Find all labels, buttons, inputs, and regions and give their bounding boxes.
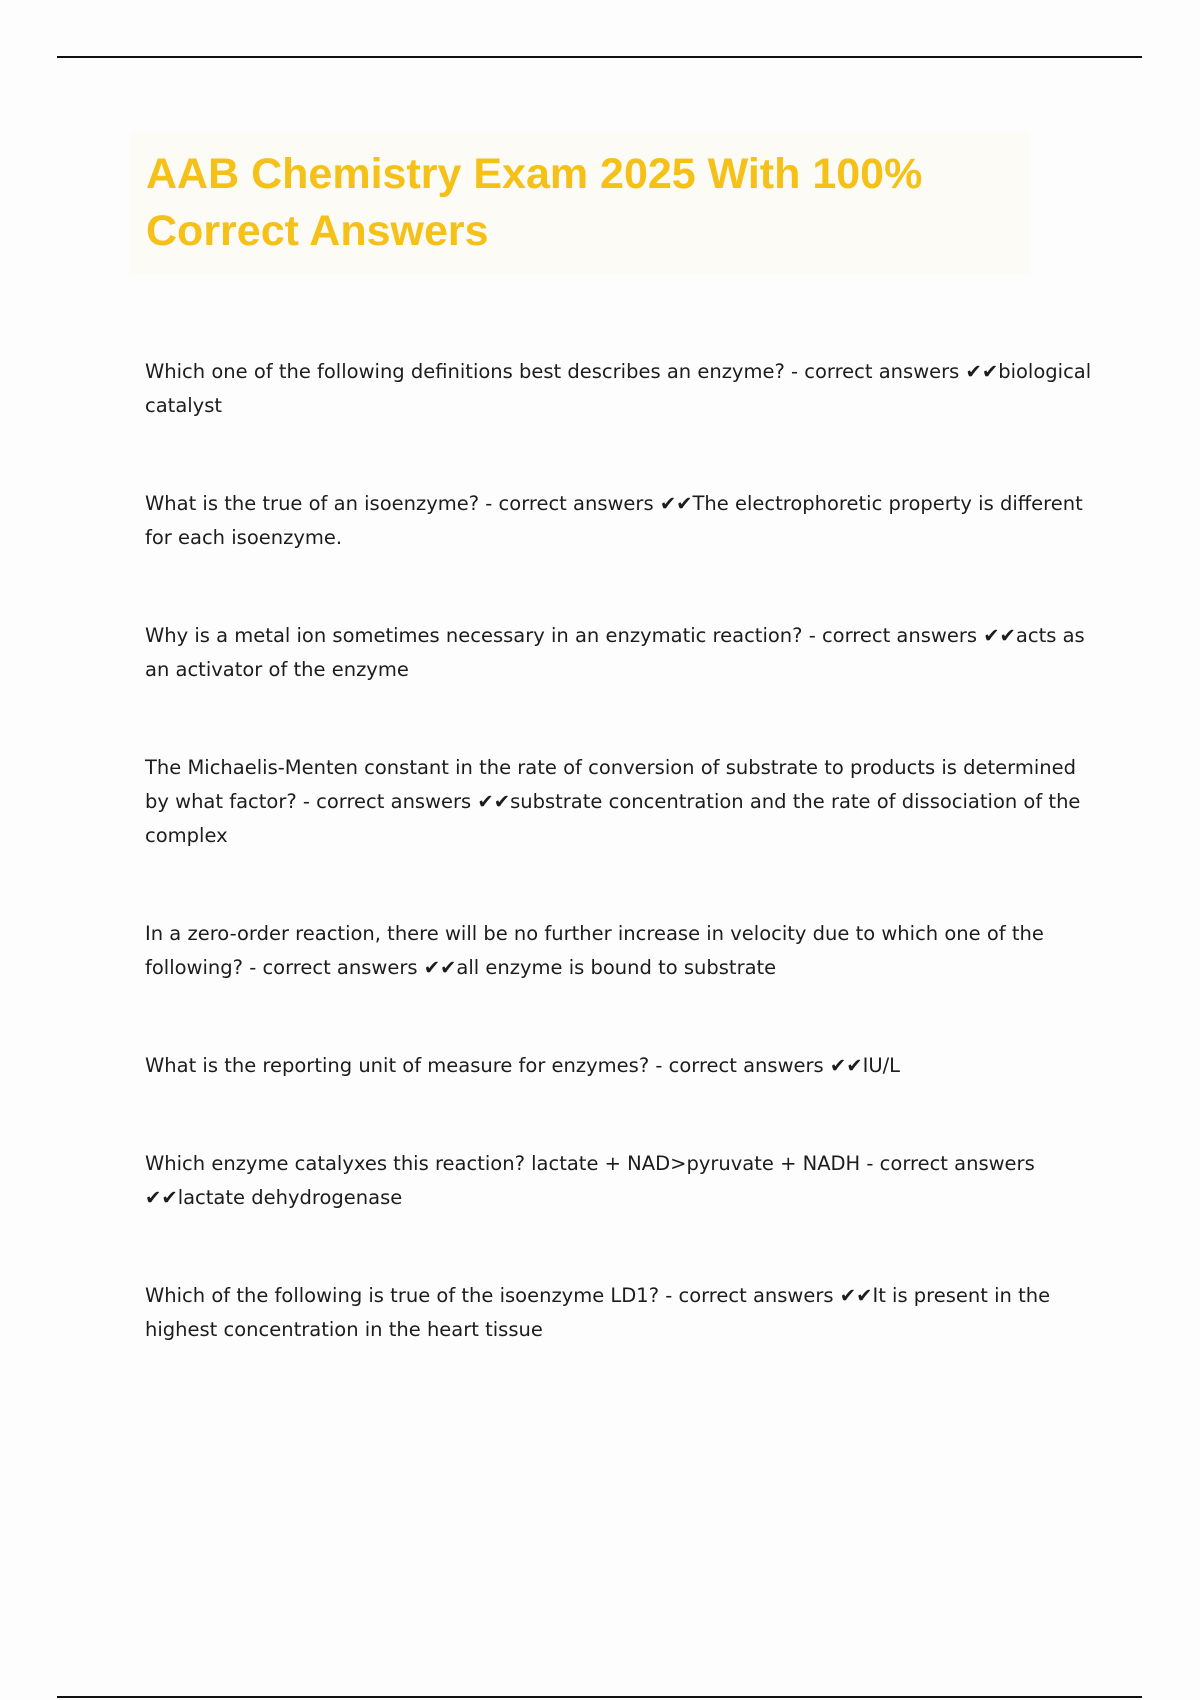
- check-icon: ✔✔: [659, 492, 693, 515]
- question-text: The Michaelis-Menten constant in the rate of conversion of substrate to products is determined by what factor?: [145, 756, 1076, 813]
- check-icon: ✔✔: [839, 1284, 873, 1307]
- answer-text: IU/L: [862, 1054, 901, 1077]
- question-text: What is the reporting unit of measure for enzymes?: [145, 1054, 650, 1077]
- check-icon: ✔✔: [477, 790, 511, 813]
- qa-item: [145, 355, 1095, 423]
- answer-separator: - correct answers: [802, 624, 984, 647]
- answer-text: biological catalyst: [145, 360, 1092, 417]
- answer-separator: - correct answers: [243, 956, 424, 979]
- bottom-divider: [57, 1696, 1142, 1698]
- answer-separator: - correct answers: [296, 790, 478, 813]
- check-icon: ✔✔: [145, 1186, 178, 1209]
- qa-item: [145, 487, 1095, 555]
- answer-text: all enzyme is bound to substrate: [456, 956, 777, 979]
- qa-item: [145, 751, 1095, 853]
- answer-separator: - correct answers: [860, 1152, 1035, 1175]
- answer-text: acts as an activator of the enzyme: [145, 624, 1085, 681]
- qa-item: [145, 1049, 1095, 1083]
- answer-separator: - correct answers: [649, 1054, 830, 1077]
- answer-separator: - correct answers: [784, 360, 966, 383]
- question-text: Which of the following is true of the isoenzyme LD1?: [145, 1284, 660, 1307]
- answer-separator: - correct answers: [479, 492, 660, 515]
- qa-item: [145, 619, 1095, 687]
- title-block: [130, 132, 1030, 274]
- question-text: Which enzyme catalyxes this reaction? lactate + NAD>pyruvate + NADH: [145, 1152, 861, 1175]
- qa-item: [145, 917, 1095, 985]
- check-icon: ✔✔: [983, 624, 1016, 647]
- question-text: In a zero-order reaction, there will be no further increase in velocity due to which one of the following?: [145, 922, 1044, 979]
- answer-text: substrate concentration and the rate of dissociation of the complex: [145, 790, 1081, 847]
- answer-text: The electrophoretic property is different for each isoenzyme.: [145, 492, 1083, 549]
- answer-separator: - correct answers: [659, 1284, 840, 1307]
- check-icon: ✔✔: [423, 956, 457, 979]
- check-icon: ✔✔: [829, 1054, 863, 1077]
- answer-text: lactate dehydrogenase: [177, 1186, 403, 1209]
- qa-item: [145, 1147, 1095, 1215]
- qa-item: [145, 1279, 1095, 1347]
- question-text: Why is a metal ion sometimes necessary in an enzymatic reaction?: [145, 624, 803, 647]
- question-text: What is the true of an isoenzyme?: [145, 492, 480, 515]
- answer-text: It is present in the highest concentration in the heart tissue: [145, 1284, 1051, 1341]
- question-text: Which one of the following definitions best describes an enzyme?: [145, 360, 785, 383]
- top-divider: [57, 56, 1142, 58]
- document-title: AAB Chemistry Exam 2025 With 100% Correct Answers: [146, 150, 923, 255]
- check-icon: ✔✔: [965, 360, 999, 383]
- question-list: [145, 355, 1095, 1347]
